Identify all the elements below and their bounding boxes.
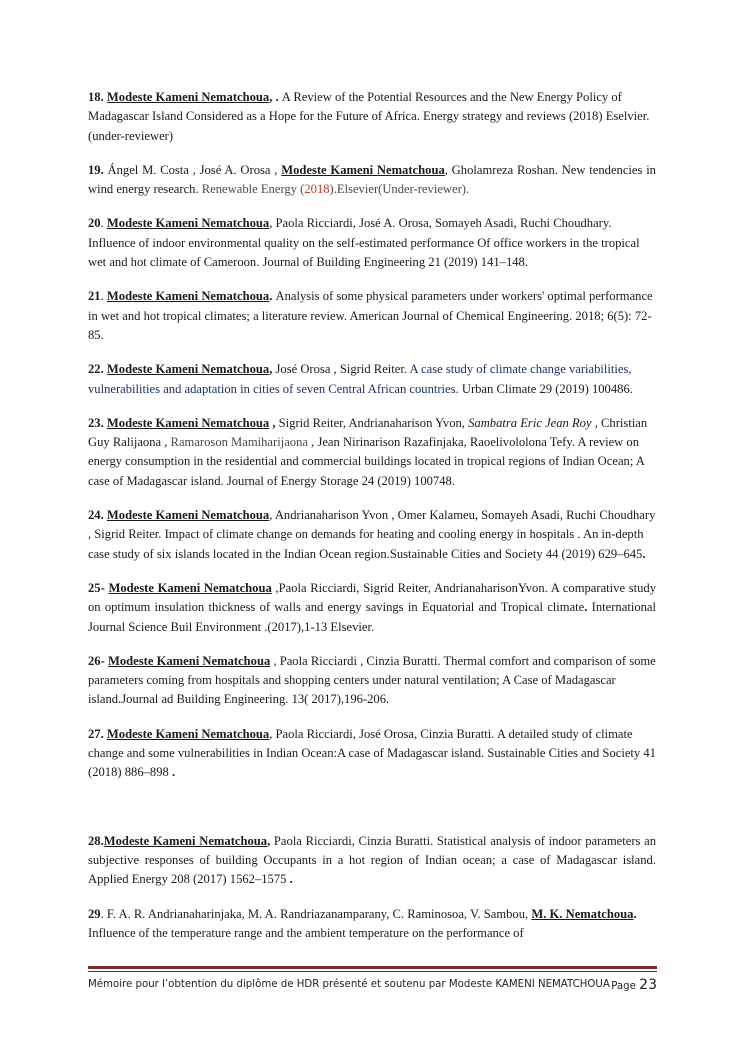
reference-20: 20. Modeste Kameni Nematchoua, Paola Ricciardi, José A. Orosa, Somayeh Asadi, Ruchi Choudhary. Influence of indoor environmental quality on the self-estimated performance Of office workers in the tropical wet and hot climate of Cameroon. Journal of Building Engineering 21 (2019) 141–148. xyxy=(88,216,640,270)
author-highlight: Modeste Kameni Nematchoua xyxy=(106,362,270,377)
reference-27: 27. Modeste Kameni Nematchoua, Paola Ricciardi, José Orosa, Cinzia Buratti. A detailed study of climate change and some vulnerabilities in Indian Ocean:A case of Madagascar island. Sustainable Cities and Society 41 (2018) 886–898 . xyxy=(88,726,656,780)
reference-19: 19. Ángel M. Costa , José A. Orosa , Modeste Kameni Nematchoua, Gholamreza Roshan. New tendencies in wind energy research. Renewable Energy (2018).Elsevier(Under-reviewer). xyxy=(88,162,656,197)
author-highlight: Modeste Kameni Nematchoua xyxy=(106,289,270,304)
author-highlight: Modeste Kameni Nematchoua xyxy=(281,162,445,177)
author-highlight: Modeste Kameni Nematchoua xyxy=(106,508,270,523)
reference-28: 28.Modeste Kameni Nematchoua, Paola Ricciardi, Cinzia Buratti. Statistical analysis of indoor parameters an subjective responses of building Occupants in a hot region of Indian ocean; a case of Madagascar island. Applied Energy 208 (2017) 1562–1575 . xyxy=(88,833,656,887)
title-link: . A case study of climate change variabilities, vulnerabilities and adaptation in cities of seven Central African countries. xyxy=(88,362,632,396)
ref-number: 28. xyxy=(88,833,104,848)
reference-29: 29. F. A. R. Andrianaharinjaka, M. A. Randriazanamparany, C. Raminosoa, V. Sambou, M. K. Nematchoua. Influence of the temperature range and the ambient temperature on the performance of xyxy=(88,906,637,940)
ref-number: 27. xyxy=(88,726,104,741)
reference-26: 26- Modeste Kameni Nematchoua , Paola Ricciardi , Cinzia Buratti. Thermal comfort and comparison of some parameters coming from hospitals and shopping centers under natural ventilation; A Case of Madagascar island.Journal ad Building Engineering. 13( 2017),196-206. xyxy=(88,653,656,707)
ref-number: 26- xyxy=(88,653,105,668)
page-number-block xyxy=(611,977,657,993)
references-list xyxy=(88,88,656,958)
page-footer xyxy=(88,977,657,995)
ref-number: 29 xyxy=(88,906,101,921)
author-highlight: Modeste Kameni Nematchoua xyxy=(106,415,270,430)
reference-22: 22. Modeste Kameni Nematchoua, José Orosa , Sigrid Reiter. A case study of climate change variabilities, vulnerabilities and adaptation in cities of seven Central African countries. Urban Climate 29 (2019) 100486. xyxy=(88,362,633,396)
ref-number: 25- xyxy=(88,580,105,595)
author-highlight: Modeste Kameni Nematchoua xyxy=(106,90,270,104)
author-highlight: Modeste Kameni Nematchoua xyxy=(107,653,271,668)
reference-18: 18. Modeste Kameni Nematchoua, . A Review of the Potential Resources and the New Energy Policy of Madagascar Island Considered as a Hope for the Future of Africa. Energy strategy and reviews (2018) Eselvier.(under-reviewer) xyxy=(88,90,650,143)
ref-number: 20 xyxy=(88,216,101,231)
year-highlight: 2018 xyxy=(304,182,330,197)
page-label: Page xyxy=(611,981,636,992)
author-highlight: M. K. Nematchoua xyxy=(531,906,634,921)
author-highlight: Modeste Kameni Nematchoua xyxy=(106,726,270,741)
reference-25: 25- Modeste Kameni Nematchoua ,Paola Ricciardi, Sigrid Reiter, AndrianaharisonYvon. A comparative study on optimum insulation thickness of walls and energy savings in Equatorial and Tropical climate. International Journal Science Buil Environment .(2017),1-13 Elsevier. xyxy=(88,580,656,634)
author-highlight: Modeste Kameni Nematchoua xyxy=(108,580,272,595)
page-number: 23 xyxy=(639,977,657,993)
footer-rule-thick xyxy=(88,966,657,969)
ref-number: 22. xyxy=(88,362,104,377)
footer-rule-thin xyxy=(88,971,657,972)
author-highlight: Modeste Kameni Nematchoua xyxy=(103,833,268,848)
ref-number: 19. xyxy=(88,162,104,177)
reference-24: 24. Modeste Kameni Nematchoua, Andrianaharison Yvon , Omer Kalameu, Somayeh Asadi, Ruchi Choudhary , Sigrid Reiter. Impact of climate change on demands for heating and cooling energy in hospitals . An in-depth case study of six islands located in the Indian Ocean region.Sustainable Cities and Society 44 (2019) 629–645. xyxy=(88,508,656,561)
ref-number: 24. xyxy=(88,508,104,523)
reference-21: 21. Modeste Kameni Nematchoua. Analysis of some physical parameters under workers' optimal performance in wet and hot tropical climates; a literature review. American Journal of Chemical Engineering. 2018; 6(5): 72-85. xyxy=(88,289,653,342)
reference-23: 23. Modeste Kameni Nematchoua , Sigrid Reiter, Andrianaharison Yvon, Sambatra Eric Jean Roy , Christian Guy Ralijaona , Ramaroson Mamiharijaona , Jean Nirinarison Razafinjaka, Raoelivololona Tefy. A review on energy consumption in the residential and commercial buildings located in tropical regions of Indian Ocean; A case of Madagascar island. Journal of Energy Storage 24 (2019) 100748. xyxy=(88,415,648,488)
ref-number: 23. xyxy=(88,415,104,430)
footer-text: Mémoire pour l’obtention du diplôme de HDR présenté et soutenu par Modeste KAMENI NEMATCHOUA xyxy=(88,979,610,990)
ref-number: 18. xyxy=(88,90,104,104)
ref-number: 21 xyxy=(88,289,101,304)
author-highlight: Modeste Kameni Nematchoua xyxy=(106,216,270,231)
spacer xyxy=(88,798,656,832)
